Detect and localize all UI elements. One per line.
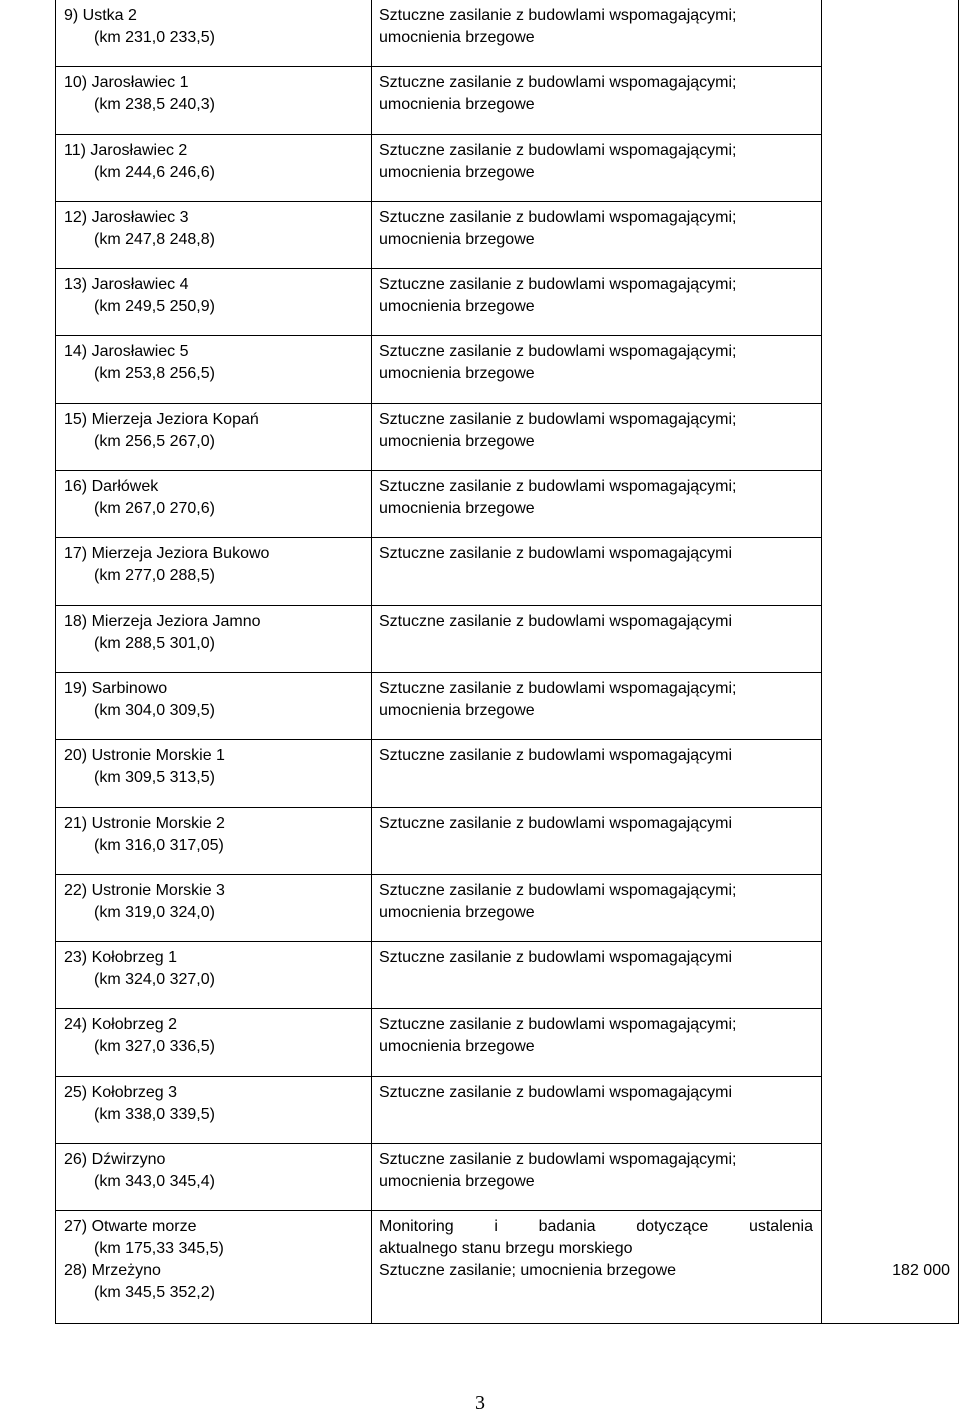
description-line: Monitoring i badania dotyczące ustalenia [379,1218,813,1236]
km-range: (km 309,5 313,5) [94,769,215,787]
amount-cell [822,875,959,942]
location-cell [56,740,372,807]
description-line: umocnienia brzegowe [379,29,535,46]
description-line: Sztuczne zasilanie z budowlami wspomagającymi; [379,410,737,428]
location-name: 16) Darłówek [64,478,159,496]
amount-cell [822,942,959,1009]
location-name: 12) Jarosławiec 3 [64,208,189,226]
km-range: (km 244,6 246,6) [94,163,215,181]
km-range: (km 288,5 301,0) [94,634,215,652]
location-name: 26) Dźwirzyno [64,1151,166,1169]
location-cell [56,336,372,403]
description-line: Sztuczne zasilanie z budowlami wspomagającymi [379,814,733,832]
location-cell [56,538,372,605]
description-line: umocnienia brzegowe [379,96,535,114]
km-range: (km 345,5 352,2) [94,1284,215,1302]
amount-cell [822,538,959,605]
location-name: 10) Jarosławiec 1 [64,74,189,92]
location-cell [56,269,372,336]
km-range: (km 267,0 270,6) [94,500,215,518]
description-line: umocnienia brzegowe [379,230,535,248]
location-cell [56,1077,372,1144]
description-line: Sztuczne zasilanie z budowlami wspomagającymi; [379,276,737,294]
location-name: 9) Ustka 2 [64,7,137,24]
description-cell [372,538,822,605]
description-cell [372,875,822,942]
location-name: 24) Kołobrzeg 2 [64,1016,177,1034]
amount-cell [822,1009,959,1076]
amount-cell [822,336,959,403]
location-cell [56,0,372,67]
location-cell [56,202,372,269]
description-cell [372,1077,822,1144]
amount-cell [822,1211,959,1324]
location-name: 19) Sarbinowo [64,679,168,697]
description-line: Sztuczne zasilanie z budowlami wspomagającymi [379,1083,733,1101]
amount-cell [822,0,959,67]
description-line: umocnienia brzegowe [379,163,535,181]
amount-cell [822,740,959,807]
description-line: umocnienia brzegowe [379,365,535,383]
location-cell [56,1144,372,1211]
location-name: 15) Mierzeja Jeziora Kopań [64,410,259,428]
amount-cell [822,1144,959,1211]
location-name: 28) Mrzeżyno [64,1262,161,1280]
km-range: (km 277,0 288,5) [94,567,215,585]
location-name: 21) Ustronie Morskie 2 [64,814,225,832]
location-cell [56,875,372,942]
km-range: (km 319,0 324,0) [94,903,215,921]
location-cell [56,808,372,875]
description-line: umocnienia brzegowe [379,701,535,719]
amount-cell [822,135,959,202]
description-cell [372,404,822,471]
description-cell [372,1211,822,1324]
location-cell [56,67,372,134]
page-number: 3 [475,1392,485,1414]
km-range: (km 249,5 250,9) [94,298,215,316]
location-name: 20) Ustronie Morskie 1 [64,747,225,765]
description-line: Sztuczne zasilanie z budowlami wspomagającymi [379,612,733,630]
amount-value: 182 000 [892,1262,950,1280]
description-line: Sztuczne zasilanie z budowlami wspomagającymi; [379,7,737,24]
amount-cell [822,67,959,134]
location-cell [56,606,372,673]
description-line: Sztuczne zasilanie z budowlami wspomagającymi; [379,343,737,361]
description-line: umocnienia brzegowe [379,1038,535,1056]
description-cell [372,1144,822,1211]
description-cell [372,135,822,202]
description-line: Sztuczne zasilanie z budowlami wspomagającymi; [379,141,737,159]
location-cell [56,135,372,202]
amount-cell [822,606,959,673]
location-name: 25) Kołobrzeg 3 [64,1083,177,1101]
description-cell [372,269,822,336]
description-line: Sztuczne zasilanie z budowlami wspomagającymi; [379,679,737,697]
location-cell [56,1009,372,1076]
location-name: 18) Mierzeja Jeziora Jamno [64,612,261,630]
description-line: aktualnego stanu brzegu morskiego [379,1240,633,1258]
km-range: (km 238,5 240,3) [94,96,215,114]
amount-cell [822,808,959,875]
description-cell [372,808,822,875]
location-name: 17) Mierzeja Jeziora Bukowo [64,545,270,563]
description-line: umocnienia brzegowe [379,432,535,450]
km-range: (km 327,0 336,5) [94,1038,215,1056]
description-line: umocnienia brzegowe [379,1173,535,1191]
location-cell [56,1211,372,1324]
description-cell [372,942,822,1009]
km-range: (km 253,8 256,5) [94,365,215,383]
description-line: Sztuczne zasilanie; umocnienia brzegowe [379,1262,677,1280]
description-line: Sztuczne zasilanie z budowlami wspomagającymi; [379,478,737,496]
description-line: Sztuczne zasilanie z budowlami wspomagającymi; [379,1151,737,1169]
description-line: Sztuczne zasilanie z budowlami wspomagającymi; [379,208,737,226]
amount-cell [822,673,959,740]
location-cell [56,673,372,740]
description-cell [372,0,822,67]
location-name: 23) Kołobrzeg 1 [64,949,177,967]
location-name: 11) Jarosławiec 2 [64,141,188,159]
km-range: (km 247,8 248,8) [94,230,215,248]
description-cell [372,673,822,740]
amount-cell [822,404,959,471]
km-range: (km 256,5 267,0) [94,432,215,450]
amount-cell [822,269,959,336]
km-range: (km 338,0 339,5) [94,1105,215,1123]
description-cell [372,740,822,807]
location-name: 14) Jarosławiec 5 [64,343,189,361]
location-name: 27) Otwarte morze [64,1218,197,1236]
location-cell [56,471,372,538]
description-line: Sztuczne zasilanie z budowlami wspomagającymi [379,545,733,563]
amount-cell [822,202,959,269]
description-line: Sztuczne zasilanie z budowlami wspomagającymi; [379,74,737,92]
description-line: umocnienia brzegowe [379,500,535,518]
amount-cell [822,1077,959,1144]
km-range: (km 304,0 309,5) [94,701,215,719]
description-line: umocnienia brzegowe [379,903,535,921]
description-cell [372,67,822,134]
location-cell [56,942,372,1009]
description-cell [372,606,822,673]
km-range: (km 316,0 317,05) [94,836,224,854]
description-cell [372,1009,822,1076]
description-line: Sztuczne zasilanie z budowlami wspomagającymi; [379,1016,737,1034]
location-name: 22) Ustronie Morskie 3 [64,881,225,899]
km-range: (km 175,33 345,5) [94,1240,224,1258]
measures-table [55,0,950,1324]
location-cell [56,404,372,471]
description-cell [372,202,822,269]
km-range: (km 343,0 345,4) [94,1173,215,1191]
description-line: Sztuczne zasilanie z budowlami wspomagającymi [379,949,733,967]
description-cell [372,471,822,538]
km-range: (km 324,0 327,0) [94,971,215,989]
description-line: umocnienia brzegowe [379,298,535,316]
description-line: Sztuczne zasilanie z budowlami wspomagającymi [379,747,733,765]
km-range: (km 231,0 233,5) [94,29,215,46]
description-line: Sztuczne zasilanie z budowlami wspomagającymi; [379,881,737,899]
description-cell [372,336,822,403]
location-name: 13) Jarosławiec 4 [64,276,189,294]
amount-cell [822,471,959,538]
